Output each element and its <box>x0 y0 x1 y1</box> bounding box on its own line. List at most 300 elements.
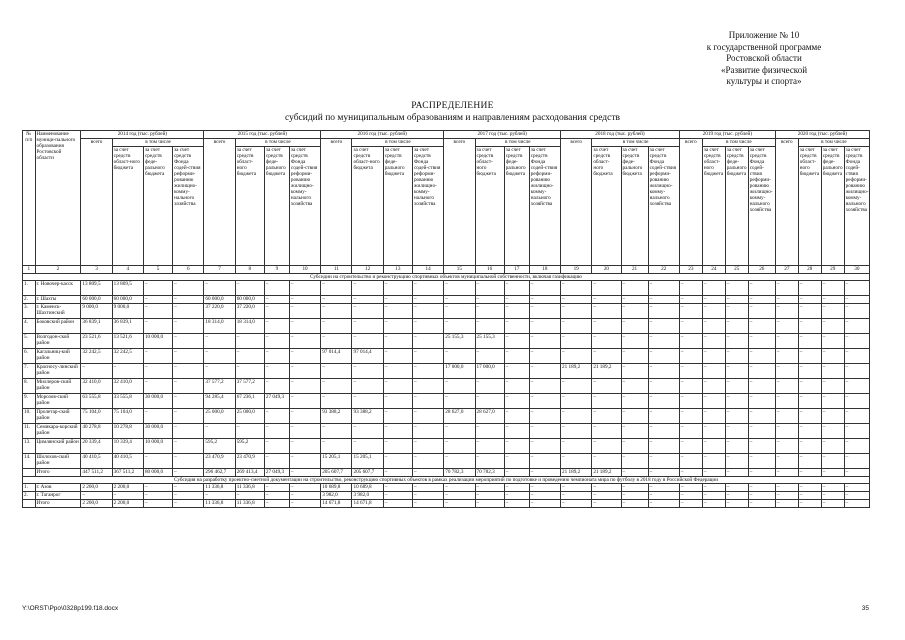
value-cell: – <box>775 492 798 500</box>
value-cell: – <box>621 296 648 304</box>
value-cell: – <box>648 364 679 379</box>
table-row <box>23 334 870 349</box>
row-number: 5. <box>23 334 36 349</box>
column-number: 6 <box>173 266 204 274</box>
value-cell: – <box>352 379 383 394</box>
column-number: 11 <box>321 266 352 274</box>
value-cell: – <box>748 334 775 349</box>
value-cell: – <box>821 454 844 469</box>
value-cell: – <box>529 394 560 409</box>
value-cell: – <box>821 484 844 492</box>
value-cell: 32 242,5 <box>81 349 112 364</box>
value-cell: – <box>529 484 560 492</box>
value-cell: – <box>412 469 443 477</box>
value-cell: – <box>235 349 264 364</box>
value-cell: – <box>798 454 821 469</box>
value-cell: – <box>321 334 352 349</box>
value-cell: – <box>504 334 529 349</box>
column-number: 29 <box>821 266 844 274</box>
value-cell: – <box>648 454 679 469</box>
value-cell: – <box>592 379 621 394</box>
value-cell: – <box>561 454 592 469</box>
value-cell: – <box>648 469 679 477</box>
value-cell: – <box>143 304 172 319</box>
value-cell: – <box>679 469 702 477</box>
value-cell: 367 511,2 <box>112 469 143 477</box>
value-cell: – <box>444 394 475 409</box>
value-cell: – <box>621 492 648 500</box>
value-cell: – <box>412 394 443 409</box>
value-cell: – <box>844 364 869 379</box>
value-cell: – <box>648 500 679 508</box>
column-number: 21 <box>621 266 648 274</box>
value-cell: 27 049,3 <box>264 469 289 477</box>
column-number: 18 <box>529 266 560 274</box>
value-cell: – <box>748 296 775 304</box>
value-cell: – <box>844 439 869 454</box>
value-cell: – <box>621 424 648 439</box>
value-cell: – <box>748 379 775 394</box>
section-row <box>23 477 870 484</box>
value-cell: 63 555,8 <box>81 394 112 409</box>
value-cell: 595,2 <box>204 439 235 454</box>
document-title <box>0 100 905 124</box>
table-row <box>23 304 870 319</box>
total-header: всего <box>775 139 798 266</box>
value-cell: – <box>321 281 352 296</box>
value-cell: – <box>289 304 320 319</box>
table-row <box>23 492 870 500</box>
value-cell: – <box>561 281 592 296</box>
column-number: 4 <box>112 266 143 274</box>
value-cell: – <box>725 492 748 500</box>
value-cell: – <box>352 319 383 334</box>
value-cell: – <box>798 409 821 424</box>
value-cell: – <box>264 319 289 334</box>
year-header: 2019 год (тыс. рублей) <box>679 131 775 139</box>
value-cell: – <box>821 349 844 364</box>
value-cell: – <box>702 349 725 364</box>
value-cell: – <box>529 500 560 508</box>
value-cell: – <box>444 379 475 394</box>
value-cell: – <box>173 469 204 477</box>
value-cell: – <box>561 439 592 454</box>
value-cell: – <box>504 349 529 364</box>
year-header: 2017 год (тыс. рублей) <box>444 131 561 139</box>
value-cell: – <box>821 492 844 500</box>
value-cell: – <box>648 349 679 364</box>
value-cell: – <box>748 484 775 492</box>
row-number <box>23 469 36 477</box>
value-cell: – <box>529 364 560 379</box>
value-cell: – <box>725 439 748 454</box>
value-cell: – <box>798 500 821 508</box>
column-number: 25 <box>725 266 748 274</box>
value-cell: 21 189,2 <box>592 364 621 379</box>
table-row <box>23 394 870 409</box>
value-cell: – <box>504 379 529 394</box>
incl-header: в том числе <box>352 139 444 147</box>
value-cell: – <box>173 454 204 469</box>
value-cell: – <box>775 364 798 379</box>
value-cell: 11 336,8 <box>235 500 264 508</box>
value-cell: – <box>143 484 172 492</box>
value-cell: – <box>475 394 504 409</box>
table-row <box>23 379 870 394</box>
value-cell: 30 000,0 <box>143 394 172 409</box>
value-cell: – <box>412 281 443 296</box>
value-cell: – <box>529 439 560 454</box>
value-cell: 14 671,8 <box>352 500 383 508</box>
value-cell: – <box>844 500 869 508</box>
value-cell: – <box>844 281 869 296</box>
value-cell: – <box>592 304 621 319</box>
subcol-fund-header: за счет средств Фонда содей-ствия реформи-рованию жилищно-комму-нального хозяйства <box>173 147 204 266</box>
value-cell: – <box>143 379 172 394</box>
value-cell: – <box>504 304 529 319</box>
value-cell: – <box>143 364 172 379</box>
value-cell: – <box>264 424 289 439</box>
value-cell: – <box>444 319 475 334</box>
value-cell: – <box>321 319 352 334</box>
value-cell: – <box>748 439 775 454</box>
value-cell: – <box>173 349 204 364</box>
value-cell: 93 388,2 <box>352 409 383 424</box>
value-cell: – <box>821 394 844 409</box>
value-cell: – <box>264 304 289 319</box>
value-cell: – <box>204 364 235 379</box>
value-cell: – <box>702 500 725 508</box>
value-cell: – <box>621 500 648 508</box>
value-cell: 21 189,2 <box>592 469 621 477</box>
year-header: 2018 год (тыс. рублей) <box>561 131 680 139</box>
value-cell: – <box>204 349 235 364</box>
value-cell: – <box>679 304 702 319</box>
appendix-block <box>679 30 849 88</box>
value-cell: – <box>775 424 798 439</box>
value-cell: – <box>748 409 775 424</box>
value-cell: – <box>798 469 821 477</box>
value-cell: 70 782,3 <box>444 469 475 477</box>
value-cell: – <box>352 281 383 296</box>
value-cell: 33 555,8 <box>112 394 143 409</box>
value-cell: – <box>679 424 702 439</box>
value-cell: – <box>352 424 383 439</box>
value-cell: – <box>561 424 592 439</box>
title-subheading: субсидий по муниципальным образованиям и направлениям расходования средств <box>284 113 620 123</box>
value-cell: – <box>702 379 725 394</box>
value-cell: – <box>444 296 475 304</box>
value-cell: – <box>412 500 443 508</box>
value-cell: – <box>173 394 204 409</box>
column-number: 5 <box>143 266 172 274</box>
value-cell: – <box>173 364 204 379</box>
row-number: 9. <box>23 394 36 409</box>
value-cell: – <box>748 364 775 379</box>
value-cell: – <box>725 379 748 394</box>
value-cell: 32 410,0 <box>112 379 143 394</box>
value-cell: – <box>821 281 844 296</box>
municipality-name: Красносу-линский район <box>35 364 81 379</box>
value-cell: – <box>383 409 412 424</box>
value-cell: – <box>504 500 529 508</box>
value-cell: – <box>412 319 443 334</box>
value-cell: – <box>702 304 725 319</box>
value-cell: – <box>561 379 592 394</box>
table-row <box>23 319 870 334</box>
appendix-line: Приложение № 10 <box>728 30 800 40</box>
value-cell: – <box>592 319 621 334</box>
value-cell: – <box>529 304 560 319</box>
municipality-name: Итого <box>35 500 81 508</box>
value-cell: – <box>529 469 560 477</box>
municipality-name: Итого <box>35 469 81 477</box>
table-row <box>23 349 870 364</box>
value-cell: – <box>173 379 204 394</box>
value-cell: – <box>648 439 679 454</box>
value-cell: – <box>235 492 264 500</box>
value-cell: – <box>561 304 592 319</box>
column-number: 27 <box>775 266 798 274</box>
value-cell: – <box>775 469 798 477</box>
column-number: 19 <box>561 266 592 274</box>
value-cell: – <box>679 484 702 492</box>
value-cell: 23 470,9 <box>204 454 235 469</box>
value-cell: – <box>725 394 748 409</box>
value-cell: 27 049,3 <box>264 394 289 409</box>
value-cell: – <box>561 500 592 508</box>
row-number: 1. <box>23 484 36 492</box>
value-cell: – <box>592 439 621 454</box>
value-cell: – <box>798 424 821 439</box>
value-cell: – <box>648 319 679 334</box>
year-header: 2015 год (тыс. рублей) <box>204 131 321 139</box>
value-cell: – <box>748 394 775 409</box>
subcol-regional-header: за счет средств област-ного бюджета <box>112 147 143 266</box>
value-cell: – <box>412 304 443 319</box>
col-number-header: № п/п <box>23 131 36 266</box>
value-cell: – <box>702 409 725 424</box>
value-cell: – <box>529 409 560 424</box>
value-cell: – <box>444 281 475 296</box>
value-cell: 75 104,0 <box>112 409 143 424</box>
municipality-name: г. Новочер-касск <box>35 281 81 296</box>
value-cell: – <box>748 492 775 500</box>
value-cell: – <box>702 492 725 500</box>
subcol-regional-header: за счет средств област-ного бюджета <box>592 147 621 266</box>
value-cell: – <box>383 469 412 477</box>
column-number: 7 <box>204 266 235 274</box>
value-cell: – <box>504 484 529 492</box>
row-number: 2. <box>23 296 36 304</box>
value-cell: – <box>679 364 702 379</box>
value-cell: – <box>648 296 679 304</box>
value-cell: – <box>775 319 798 334</box>
value-cell: – <box>475 484 504 492</box>
incl-header: в том числе <box>592 139 680 147</box>
year-header: 2016 год (тыс. рублей) <box>321 131 444 139</box>
value-cell: – <box>352 334 383 349</box>
value-cell: – <box>798 364 821 379</box>
column-number: 15 <box>444 266 475 274</box>
municipality-name: Кагальниц-кий район <box>35 349 81 364</box>
value-cell: – <box>383 424 412 439</box>
value-cell: – <box>412 334 443 349</box>
municipality-name: Миллеров-ский район <box>35 379 81 394</box>
value-cell: – <box>775 304 798 319</box>
value-cell: – <box>844 409 869 424</box>
value-cell: – <box>412 424 443 439</box>
value-cell: – <box>725 349 748 364</box>
value-cell: – <box>264 281 289 296</box>
value-cell: 10 000,0 <box>143 439 172 454</box>
value-cell: – <box>821 319 844 334</box>
appendix-line: Ростовской области <box>726 53 802 63</box>
value-cell: – <box>444 492 475 500</box>
value-cell: – <box>444 454 475 469</box>
value-cell: – <box>748 281 775 296</box>
value-cell: 10 000,0 <box>143 334 172 349</box>
value-cell: – <box>289 319 320 334</box>
value-cell: – <box>504 394 529 409</box>
value-cell: – <box>679 281 702 296</box>
value-cell: – <box>748 319 775 334</box>
value-cell: 15 205,1 <box>352 454 383 469</box>
total-header: всего <box>204 139 235 266</box>
value-cell: – <box>702 364 725 379</box>
value-cell: – <box>821 439 844 454</box>
file-path: Y:\ORST\Ppo\0328p199.f18.docx <box>22 605 119 612</box>
column-number: 2 <box>35 266 81 274</box>
value-cell: – <box>289 409 320 424</box>
incl-header: в том числе <box>702 139 775 147</box>
total-row <box>23 500 870 508</box>
value-cell: 3 982,0 <box>352 492 383 500</box>
column-number: 14 <box>412 266 443 274</box>
subcol-federal-header: за счет средств феде-рального бюджета <box>383 147 412 266</box>
value-cell: – <box>844 304 869 319</box>
subcol-federal-header: за счет средств феде-рального бюджета <box>504 147 529 266</box>
value-cell: 13 809,5 <box>81 281 112 296</box>
title-heading: РАСПРЕДЕЛЕНИЕ <box>411 101 494 111</box>
value-cell: 60 000,0 <box>235 296 264 304</box>
value-cell: – <box>444 439 475 454</box>
value-cell: – <box>621 304 648 319</box>
value-cell: – <box>725 469 748 477</box>
table-row <box>23 364 870 379</box>
value-cell: – <box>702 484 725 492</box>
value-cell: – <box>561 334 592 349</box>
value-cell: – <box>444 349 475 364</box>
value-cell: – <box>143 500 172 508</box>
total-header: всего <box>81 139 112 266</box>
value-cell: – <box>383 296 412 304</box>
value-cell: – <box>475 304 504 319</box>
value-cell: – <box>264 296 289 304</box>
value-cell: – <box>264 439 289 454</box>
value-cell: – <box>679 349 702 364</box>
row-number: 8. <box>23 379 36 394</box>
value-cell: 21 189,2 <box>561 364 592 379</box>
subcol-federal-header: за счет средств феде-рального бюджета <box>621 147 648 266</box>
value-cell: – <box>621 439 648 454</box>
value-cell: 25 000,0 <box>235 409 264 424</box>
municipality-name: Волгодон-ской район <box>35 334 81 349</box>
section-title: Субсидии на строительство и реконструкцию спортивных объектов муниципальной собственности, включая газификацию <box>23 274 870 281</box>
value-cell: – <box>412 379 443 394</box>
value-cell: 14 671,8 <box>321 500 352 508</box>
municipality-name: г. Таганрог <box>35 492 81 500</box>
incl-header: в том числе <box>235 139 321 147</box>
value-cell: – <box>352 304 383 319</box>
value-cell: – <box>798 334 821 349</box>
value-cell: – <box>444 500 475 508</box>
value-cell: – <box>775 281 798 296</box>
value-cell: – <box>775 500 798 508</box>
total-row <box>23 469 870 477</box>
value-cell: 11 336,8 <box>204 500 235 508</box>
value-cell: – <box>412 454 443 469</box>
value-cell: – <box>321 304 352 319</box>
subcol-fund-header: за счет средств Фонда содей-ствия реформи-рованию жилищно-комму-нального хозяйства <box>844 147 869 266</box>
subcol-regional-header: за счет средств област-ного бюджета <box>235 147 264 266</box>
value-cell: – <box>561 394 592 409</box>
value-cell: – <box>702 424 725 439</box>
value-cell: – <box>383 439 412 454</box>
value-cell: 10 339,4 <box>112 439 143 454</box>
row-number: 2. <box>23 492 36 500</box>
value-cell: – <box>798 349 821 364</box>
value-cell: 37 577,2 <box>235 379 264 394</box>
value-cell: – <box>321 379 352 394</box>
value-cell: 25 155,3 <box>444 334 475 349</box>
value-cell: – <box>679 394 702 409</box>
column-number: 17 <box>504 266 529 274</box>
subcol-federal-header: за счет средств феде-рального бюджета <box>264 147 289 266</box>
value-cell: 2 200,0 <box>112 484 143 492</box>
value-cell: – <box>648 281 679 296</box>
value-cell: – <box>529 281 560 296</box>
row-number: 7. <box>23 364 36 379</box>
value-cell: – <box>173 304 204 319</box>
value-cell: 2 200,0 <box>112 500 143 508</box>
value-cell: – <box>321 394 352 409</box>
value-cell: – <box>475 379 504 394</box>
value-cell: 60 000,0 <box>204 296 235 304</box>
value-cell: – <box>775 484 798 492</box>
value-cell: 13 521,6 <box>112 334 143 349</box>
table-row <box>23 409 870 424</box>
value-cell: – <box>352 364 383 379</box>
value-cell: – <box>504 364 529 379</box>
value-cell: – <box>264 484 289 492</box>
value-cell: – <box>592 281 621 296</box>
value-cell: – <box>844 334 869 349</box>
row-number: 6. <box>23 349 36 364</box>
value-cell: – <box>173 409 204 424</box>
value-cell: 25 155,3 <box>475 334 504 349</box>
value-cell: – <box>821 500 844 508</box>
value-cell: – <box>648 492 679 500</box>
value-cell: – <box>173 281 204 296</box>
value-cell: – <box>621 394 648 409</box>
section-row <box>23 274 870 281</box>
value-cell: – <box>821 296 844 304</box>
row-number <box>23 500 36 508</box>
value-cell: – <box>592 296 621 304</box>
total-header: всего <box>679 139 702 266</box>
value-cell: – <box>648 379 679 394</box>
